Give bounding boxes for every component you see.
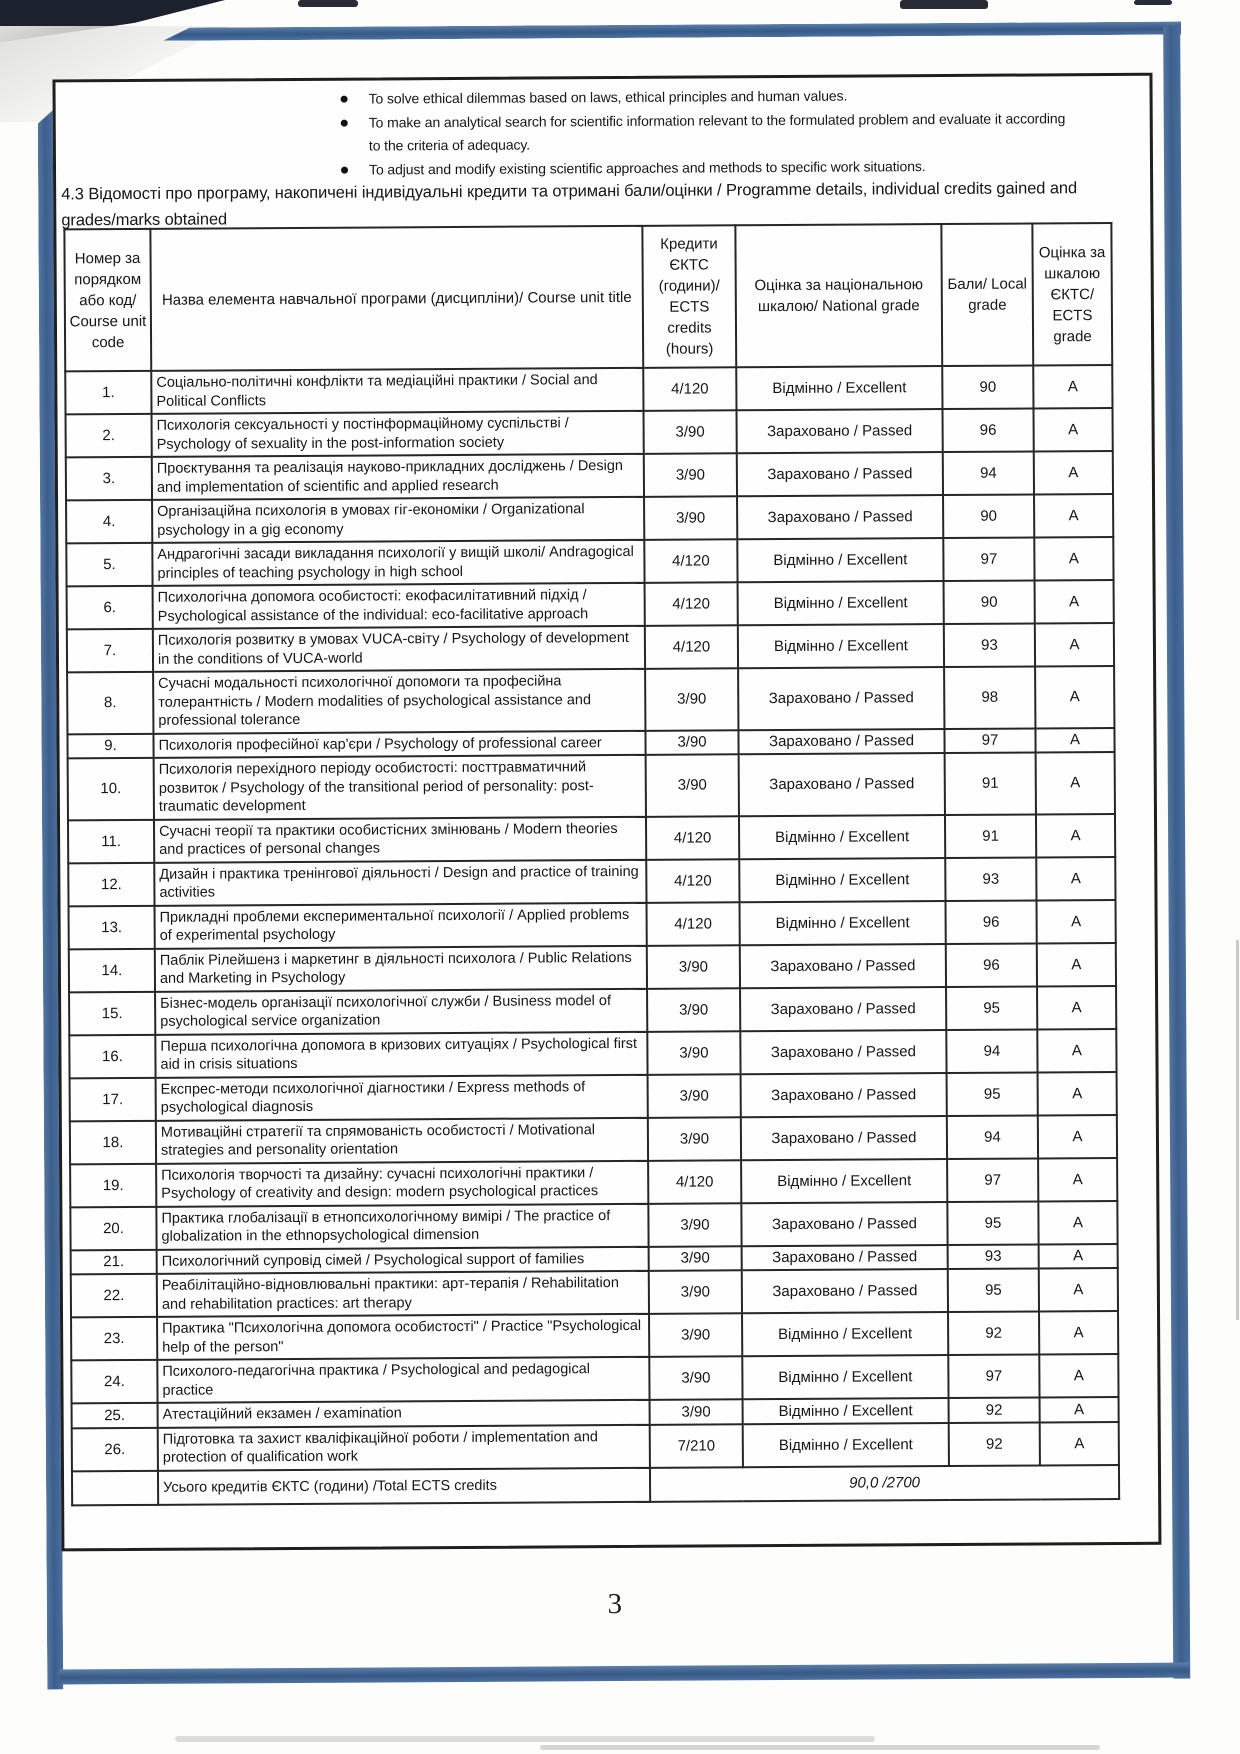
course-row xyxy=(70,1200,1117,1249)
course-row xyxy=(70,1114,1117,1163)
course-local: 93 xyxy=(948,1244,1039,1269)
course-ects: A xyxy=(1039,1243,1118,1268)
course-num: 20. xyxy=(70,1206,156,1250)
course-national: Зараховано / Passed xyxy=(742,1269,948,1313)
course-local: 93 xyxy=(944,623,1035,667)
course-credits: 3/90 xyxy=(645,730,738,755)
course-row xyxy=(66,494,1113,543)
course-local: 97 xyxy=(943,537,1034,581)
course-title: Проєктування та реалізація науково-прикладних досліджень / Design and implementation of scientific and applied research xyxy=(152,454,644,500)
course-ects: A xyxy=(1038,1157,1117,1200)
course-title: Психологія творчості та дизайну: сучасні психологічні практики / Psychology of creativity and design: modern psychological practices xyxy=(156,1160,648,1206)
course-national: Зараховано / Passed xyxy=(739,753,945,816)
course-credits: 3/90 xyxy=(648,1074,741,1118)
course-num: 9. xyxy=(67,733,153,758)
course-national: Відмінно / Excellent xyxy=(741,1159,947,1203)
course-local: 97 xyxy=(944,728,1035,753)
course-title: Психолого-педагогічна практика / Psychological and pedagogical practice xyxy=(157,1357,649,1403)
course-credits: 3/90 xyxy=(647,945,740,989)
course-title: Андрагогічні засади викладання психології у вищій школі/ Andragogical principles of teaching psychology in high school xyxy=(152,540,644,586)
course-local: 92 xyxy=(949,1422,1040,1466)
course-national: Зараховано / Passed xyxy=(740,1030,946,1074)
course-ects: A xyxy=(1039,1311,1118,1354)
course-credits: 3/90 xyxy=(650,1399,743,1424)
course-title: Реабілітаційно-відновлювальні практики: арт-терапія / Rehabilitation and rehabilitation practices: art therapy xyxy=(157,1271,649,1317)
course-local: 94 xyxy=(943,451,1034,495)
course-local: 94 xyxy=(947,1115,1038,1159)
course-national: Зараховано / Passed xyxy=(738,667,944,730)
course-ects: A xyxy=(1040,1397,1119,1422)
bullet-text: To make an analytical search for scientific information relevant to the formulated problem and evaluate it according to the criteria of adequacy. xyxy=(368,110,1066,154)
course-ects: A xyxy=(1038,1114,1117,1157)
bullet-icon xyxy=(341,96,348,103)
course-row xyxy=(72,1421,1119,1470)
blue-frame-bottom xyxy=(59,1663,1189,1685)
course-num: 3. xyxy=(66,457,152,501)
course-title: Психологія розвитку в умовах VUCA-світу / Psychology of development in the conditions of VUCA-world xyxy=(153,626,645,672)
course-title: Дизайн і практика тренінгової діяльності / Design and practice of training activities xyxy=(154,859,646,905)
course-num: 8. xyxy=(67,672,153,734)
course-ects: A xyxy=(1040,1421,1119,1464)
course-row xyxy=(66,537,1113,586)
course-num: 14. xyxy=(69,948,155,992)
course-national: Зараховано / Passed xyxy=(737,452,943,496)
header-course-unit-code: Номер за порядком або код/ Course unit code xyxy=(64,229,151,372)
course-ects: A xyxy=(1035,666,1114,728)
course-national: Відмінно / Excellent xyxy=(739,858,945,902)
course-national: Відмінно / Excellent xyxy=(737,538,943,582)
course-num: 24. xyxy=(71,1360,157,1404)
course-local: 92 xyxy=(949,1397,1040,1422)
course-ects: A xyxy=(1038,1071,1117,1114)
course-credits: 4/120 xyxy=(648,1160,741,1204)
course-num: 26. xyxy=(72,1427,158,1471)
course-credits: 3/90 xyxy=(644,453,737,497)
course-credits: 3/90 xyxy=(644,496,737,540)
course-local: 94 xyxy=(946,1029,1037,1073)
course-num: 1. xyxy=(65,371,151,415)
header-local-grade: Бали/ Local grade xyxy=(941,223,1033,366)
course-num: 11. xyxy=(68,819,154,863)
course-ects: A xyxy=(1038,1200,1117,1243)
course-title: Перша психологічна допомога в кризових ситуаціях / Psychological first aid in crisis situations xyxy=(155,1031,647,1077)
blue-frame-top xyxy=(163,22,1181,41)
course-credits: 3/90 xyxy=(649,1356,742,1400)
course-title: Практика глобалізації в етнопсихологічному вимірі / The practice of globalization in the ethnopsychological dimension xyxy=(156,1203,648,1249)
course-title: Мотиваційні стратегії та спрямованість особистості / Motivational strategies and personality orientation xyxy=(156,1117,648,1163)
bullet-text: To adjust and modify existing scientific approaches and methods to specific work situations. xyxy=(368,158,926,178)
course-row xyxy=(69,1028,1116,1077)
course-row xyxy=(67,623,1114,672)
course-ects: A xyxy=(1036,899,1115,942)
document-frame xyxy=(52,73,1161,1552)
course-national: Зараховано / Passed xyxy=(738,729,944,755)
course-national: Зараховано / Passed xyxy=(736,409,942,453)
course-credits: 7/210 xyxy=(650,1424,743,1468)
course-num: 2. xyxy=(66,414,152,458)
course-local: 96 xyxy=(946,943,1037,987)
course-num: 25. xyxy=(72,1403,158,1428)
course-credits: 3/90 xyxy=(644,410,737,454)
course-title: Експрес-методи психологічної діагностики / Express methods of psychological diagnosis xyxy=(156,1074,648,1120)
course-local: 98 xyxy=(944,666,1035,728)
bullet-icon xyxy=(341,167,348,174)
course-local: 95 xyxy=(947,1201,1038,1245)
course-local: 95 xyxy=(948,1268,1039,1312)
course-credits: 3/90 xyxy=(646,754,739,816)
course-ects: A xyxy=(1039,1268,1118,1311)
course-local: 95 xyxy=(946,986,1037,1030)
course-credits: 4/120 xyxy=(645,625,738,669)
bullet-icon xyxy=(341,120,348,127)
course-row xyxy=(71,1311,1118,1360)
total-value: 90,0 /2700 xyxy=(650,1464,1119,1501)
course-ects: A xyxy=(1036,856,1115,899)
course-national: Зараховано / Passed xyxy=(740,987,946,1031)
course-national: Відмінно / Excellent xyxy=(736,366,942,410)
course-title: Психологічна допомога особистості: екофасилітативний підхід / Psychological assistance of the individual: eco-facilitative approach xyxy=(153,583,645,629)
header-course-unit-title: Назва елемента навчальної програми (дисципліни)/ Course unit title xyxy=(150,226,643,371)
header-ects-grade: Оцінка за шкалою ЄКТС/ ECTS grade xyxy=(1032,223,1112,365)
course-credits: 3/90 xyxy=(649,1270,742,1314)
course-title: Організаційна психологія в умовах гіг-економіки / Organizational psychology in a gig economy xyxy=(152,497,644,543)
course-credits: 4/120 xyxy=(647,902,740,946)
bullet-text: To solve ethical dilemmas based on laws, ethical principles and human values. xyxy=(368,87,848,107)
course-credits: 3/90 xyxy=(647,988,740,1032)
course-local: 91 xyxy=(945,752,1036,814)
course-ects: A xyxy=(1033,365,1112,408)
course-row xyxy=(69,899,1116,948)
course-local: 90 xyxy=(942,365,1033,409)
course-credits: 3/90 xyxy=(648,1203,741,1247)
course-row xyxy=(67,580,1114,629)
course-local: 90 xyxy=(944,580,1035,624)
course-national: Відмінно / Excellent xyxy=(742,1312,948,1356)
course-num: 13. xyxy=(69,905,155,949)
header-national-grade: Оцінка за національною шкалою/ National grade xyxy=(735,224,942,367)
total-empty-cell xyxy=(72,1470,158,1505)
course-national: Відмінно / Excellent xyxy=(743,1398,949,1424)
course-ects: A xyxy=(1035,623,1114,666)
course-row xyxy=(68,752,1115,820)
course-num: 22. xyxy=(71,1274,157,1318)
table-header-row xyxy=(64,223,1112,371)
course-ects: A xyxy=(1037,1028,1116,1071)
course-row xyxy=(68,856,1115,905)
course-row xyxy=(67,666,1114,734)
page-number: 3 xyxy=(607,1588,623,1621)
course-national: Зараховано / Passed xyxy=(742,1245,948,1271)
course-local: 97 xyxy=(947,1158,1038,1202)
course-title: Атестаційний екзамен / examination xyxy=(158,1400,650,1428)
course-local: 96 xyxy=(942,408,1033,452)
competency-bullet-list xyxy=(341,83,1154,183)
course-num: 16. xyxy=(69,1034,155,1078)
course-num: 18. xyxy=(70,1120,156,1164)
course-ects: A xyxy=(1034,451,1113,494)
course-credits: 4/120 xyxy=(646,859,739,903)
course-num: 10. xyxy=(68,758,154,820)
course-row xyxy=(70,1071,1117,1120)
course-num: 21. xyxy=(71,1249,157,1274)
course-national: Зараховано / Passed xyxy=(741,1116,947,1160)
course-num: 12. xyxy=(68,862,154,906)
course-title: Бізнес-модель організації психологічної служби / Business model of psychological service organization xyxy=(155,988,647,1034)
course-credits: 4/120 xyxy=(645,582,738,626)
course-title: Практика "Психологічна допомога особистості" / Practice "Psychological help of the person" xyxy=(157,1314,649,1360)
course-ects: A xyxy=(1036,813,1115,856)
course-credits: 3/90 xyxy=(649,1246,742,1271)
course-title: Соціально-політичні конфлікти та медіаційні практики / Social and Political Conflicts xyxy=(151,368,643,414)
course-title: Психологія сексуальності у постінформаційному суспільстві / Psychology of sexuality in the post-information society xyxy=(152,411,644,457)
course-num: 5. xyxy=(66,543,152,587)
course-row xyxy=(71,1354,1118,1403)
course-title: Сучасні модальності психологічної допомоги та професійна толерантність / Modern modalities of psychological assistance and professional tolerance xyxy=(153,669,645,734)
course-national: Зараховано / Passed xyxy=(741,1202,947,1246)
course-local: 97 xyxy=(948,1354,1039,1398)
course-local: 90 xyxy=(943,494,1034,538)
course-national: Відмінно / Excellent xyxy=(740,901,946,945)
course-credits: 4/120 xyxy=(643,367,736,411)
course-national: Відмінно / Excellent xyxy=(739,815,945,859)
course-national: Відмінно / Excellent xyxy=(742,1355,948,1399)
course-row xyxy=(69,942,1116,991)
bullet-item xyxy=(341,107,1153,158)
course-credits: 3/90 xyxy=(648,1117,741,1161)
course-num: 7. xyxy=(67,629,153,673)
course-row xyxy=(70,1157,1117,1206)
course-row xyxy=(65,365,1112,414)
course-national: Зараховано / Passed xyxy=(741,1073,947,1117)
course-ects: A xyxy=(1039,1354,1118,1397)
course-national: Відмінно / Excellent xyxy=(738,624,944,668)
course-credits: 4/120 xyxy=(644,539,737,583)
section-4-3-heading: 4.3 Відомості про програму, накопичені індивідуальні кредити та отримані бали/оцінки / Programme details, individual credits gained and grades/marks obtained xyxy=(61,179,1078,230)
course-national: Зараховано / Passed xyxy=(737,495,943,539)
course-title: Прикладні проблеми експериментальної психології / Applied problems of experimental psychology xyxy=(155,902,647,948)
course-title: Паблік Рілейшенз і маркетинг в діяльності психолога / Public Relations and Marketing in Psychology xyxy=(155,945,647,991)
header-ects-credits: Кредити ЄКТС (години)/ ECTS credits (hours) xyxy=(642,225,736,368)
course-row xyxy=(66,408,1113,457)
course-row xyxy=(66,451,1113,500)
course-num: 17. xyxy=(70,1077,156,1121)
course-credits: 4/120 xyxy=(646,816,739,860)
course-title: Психологія перехідного періоду особистості: посттравматичний розвиток / Psychology of the transitional period of personality: post-traumatic development xyxy=(154,755,646,820)
course-local: 92 xyxy=(948,1311,1039,1355)
course-num: 4. xyxy=(66,500,152,544)
course-ects: A xyxy=(1034,494,1113,537)
course-row xyxy=(71,1268,1118,1317)
course-local: 91 xyxy=(945,814,1036,858)
course-num: 19. xyxy=(70,1163,156,1207)
course-title: Сучасні теорії та практики особистісних змінювань / Modern theories and practices of personal changes xyxy=(154,816,646,862)
course-credits: 3/90 xyxy=(647,1031,740,1075)
course-num: 6. xyxy=(67,586,153,630)
course-num: 15. xyxy=(69,991,155,1035)
course-national: Зараховано / Passed xyxy=(740,944,946,988)
course-national: Відмінно / Excellent xyxy=(743,1423,949,1467)
course-local: 96 xyxy=(945,900,1036,944)
total-row xyxy=(72,1464,1119,1504)
blue-frame-right xyxy=(1163,27,1190,1679)
course-title: Психологічний супровід сімей / Psychological support of families xyxy=(157,1246,649,1274)
courses-table xyxy=(63,222,1120,1506)
courses-table-body xyxy=(65,365,1119,1471)
course-title: Психологія професійної кар'єри / Psychology of professional career xyxy=(153,730,645,758)
course-ects: A xyxy=(1034,537,1113,580)
course-ects: A xyxy=(1037,942,1116,985)
course-national: Відмінно / Excellent xyxy=(738,581,944,625)
course-credits: 3/90 xyxy=(649,1313,742,1357)
course-ects: A xyxy=(1037,985,1116,1028)
course-local: 93 xyxy=(945,857,1036,901)
total-label: Усього кредитів ЄКТС (години) /Total ECTS credits xyxy=(158,1467,650,1504)
course-ects: A xyxy=(1035,727,1114,752)
course-ects: A xyxy=(1033,408,1112,451)
course-num: 23. xyxy=(71,1317,157,1361)
course-local: 95 xyxy=(947,1072,1038,1116)
course-credits: 3/90 xyxy=(645,668,738,730)
course-ects: A xyxy=(1035,580,1114,623)
course-row xyxy=(69,985,1116,1034)
course-row xyxy=(68,813,1115,862)
course-title: Підготовка та захист кваліфікаційної роботи / implementation and protection of qualification work xyxy=(158,1424,650,1470)
course-ects: A xyxy=(1036,752,1115,814)
